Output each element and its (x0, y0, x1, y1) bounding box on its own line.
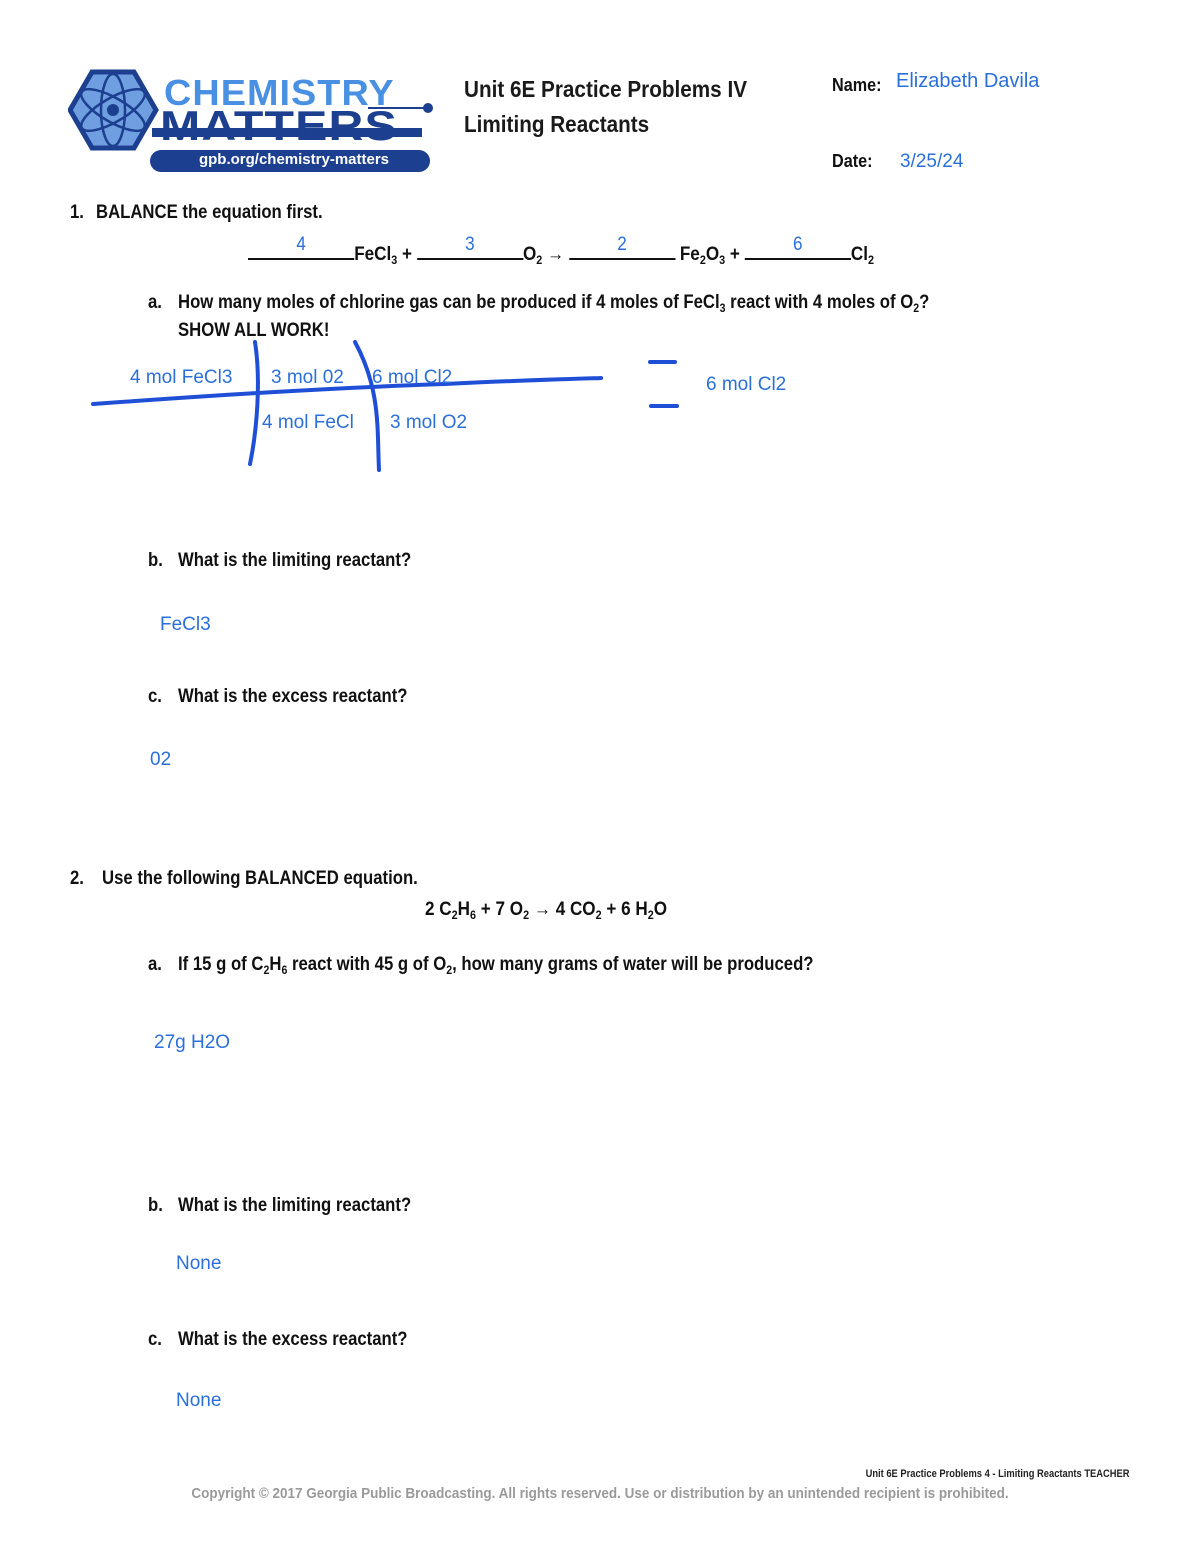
coef-blank-2[interactable] (417, 236, 523, 260)
footer-doc-ref: Unit 6E Practice Problems 4 - Limiting Reactants TEACHER (866, 1468, 1130, 1480)
work-top-1: 4 mol FeCl3 (130, 367, 233, 388)
chemistry-matters-logo (68, 66, 440, 178)
work-top-3: 6 mol Cl2 (372, 367, 453, 388)
coef-blank-4[interactable] (745, 236, 851, 260)
q1-number: 1. (70, 202, 84, 223)
worksheet-title: Unit 6E Practice Problems IV (464, 76, 748, 102)
work-top-2: 3 mol 02 (271, 367, 344, 388)
q2c-letter: c. (148, 1329, 162, 1350)
q1-equation: 4 FeCl$_3$ + 3 $O_2$ → 2 $Fe_2O_3$ + 6 $Cl_2$ (248, 236, 874, 266)
coef-answer-1: 4 (296, 234, 306, 255)
coef-answer-4: 6 (792, 234, 803, 255)
logo-url: gpb.org/chemistry-matters (198, 151, 390, 168)
q1-prompt: BALANCE the equation first. (96, 202, 323, 223)
date-label: Date: (832, 151, 873, 171)
coef-answer-3: 2 (617, 234, 627, 255)
q2-number: 2. (70, 868, 84, 889)
coef-blank-1[interactable] (248, 236, 354, 260)
arrow-icon: → (547, 244, 565, 265)
logo-word-matters: MATTERS (160, 102, 398, 149)
work-result: 6 mol Cl2 (706, 374, 787, 395)
q2a-letter: a. (148, 954, 162, 975)
coef-answer-2: 3 (465, 234, 475, 255)
footer-copyright: Copyright © 2017 Georgia Public Broadcasting. All rights reserved. Use or distribution by an unintended recipient is prohibited. (191, 1485, 1009, 1502)
q2b-text: What is the limiting reactant? (178, 1195, 412, 1216)
q2c-answer: None (176, 1390, 222, 1411)
q1b-answer: FeCl3 (160, 614, 211, 635)
q1a-text: How many moles of chlorine gas can be produced if 4 moles of FeCl$_3$ react with 4 moles of $O_2$? (178, 292, 930, 315)
q2b-answer: None (176, 1253, 222, 1274)
q2c-text: What is the excess reactant? (178, 1329, 408, 1350)
arrow-icon: → (533, 899, 551, 920)
q1a-letter: a. (148, 292, 162, 313)
q2a-text: If 15 g of $C_2H_6$ react with 45 g of $O_2$, how many grams of water will be produced? (178, 954, 814, 977)
q1a-show-work: SHOW ALL WORK! (178, 320, 330, 341)
handwritten-work-lines (85, 330, 785, 490)
q1c-text: What is the excess reactant? (178, 686, 408, 707)
q1c-answer: 02 (150, 749, 172, 770)
name-label: Name: (832, 75, 882, 95)
q1c-letter: c. (148, 686, 162, 707)
work-bottom-1: 4 mol FeCl (262, 412, 354, 433)
q1b-text: What is the limiting reactant? (178, 550, 412, 571)
name-value: Elizabeth Davila (896, 70, 1040, 92)
work-bottom-2: 3 mol O2 (390, 412, 468, 433)
q2a-answer: 27g H2O (154, 1032, 231, 1053)
q1b-letter: b. (148, 550, 163, 571)
date-value: 3/25/24 (900, 151, 964, 172)
coef-blank-3[interactable] (569, 236, 675, 260)
q2-equation: 2 $C_2H_6 + 7$ $O_2 \to 4$ $CO_2 + 6$ $H_2O$ (425, 899, 668, 922)
logo-word-chemistry: CHEMISTRY (164, 72, 395, 113)
worksheet-subtitle: Limiting Reactants (464, 111, 650, 137)
q2-prompt: Use the following BALANCED equation. (102, 868, 418, 889)
q2b-letter: b. (148, 1195, 163, 1216)
